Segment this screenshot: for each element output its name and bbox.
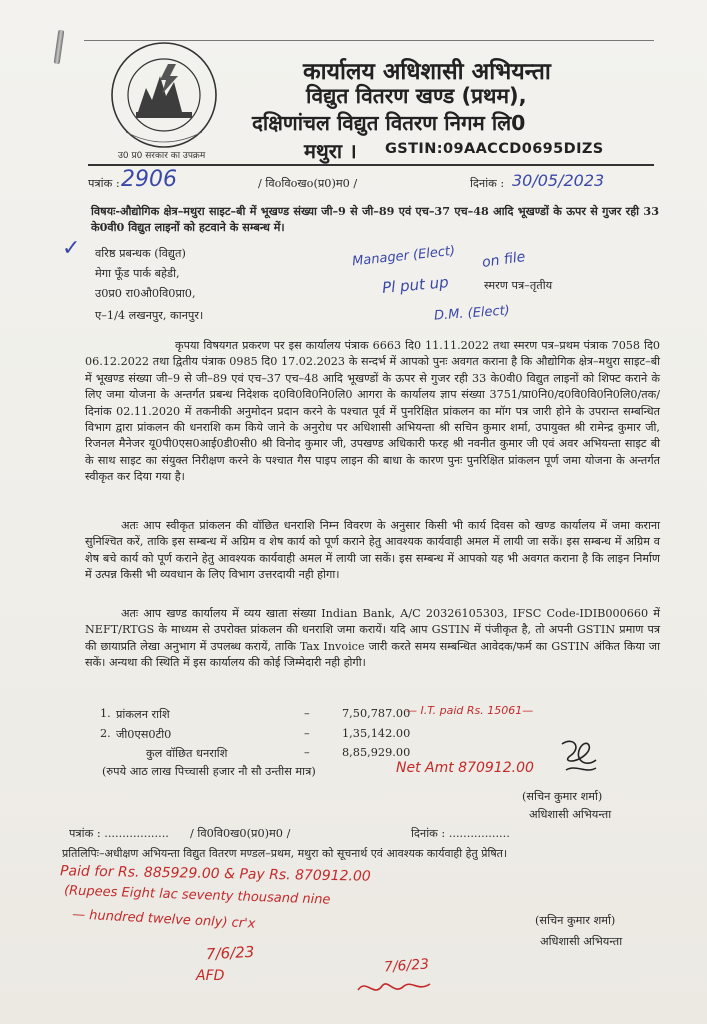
total-value: 8,85,929.00 — [342, 746, 411, 759]
recipient-line-4: ए–1/4 लखनपुर, कानपुर। — [95, 309, 204, 322]
pratilipi-text: प्रतिलिपिः–अधीक्षण अभियन्ता विद्युत वितरण मण्डल–प्रथम, मथुरा को सूचनार्थ एवं आवश्यक कार्यवाही हेतु प्रेषित। — [62, 847, 508, 860]
tick-mark-icon: ✓ — [62, 236, 81, 261]
amount-row-2-label: जी0एस0टी0 — [116, 728, 172, 741]
handwritten-red-line-3: — hundred twelve only) cr'x — [71, 907, 256, 932]
logo-emblem-icon — [106, 40, 222, 156]
amount-row-2-value: 1,35,142.00 — [342, 727, 411, 740]
amount-row-2-num: 2. — [100, 727, 111, 740]
subject-label: विषयः- — [91, 204, 120, 218]
handwritten-note-onfile: on file — [481, 249, 527, 271]
city-name: मथुरा । — [304, 139, 357, 163]
reminder-label: स्मरण पत्र–तृतीय — [484, 279, 553, 292]
body-paragraph-3: अतः आप खण्ड कार्यालय में व्यय खाता संख्या Indian Bank, A/C 20326105303, IFSC Code-IDIB000660 में NEFT/RTGS के माध्यम से उपरोक्त प्रांकलन की धनराशि जमा करायें। यदि आप GSTIN में पंजीकृत है, तो अपनी GSTIN प्रमाण पत्र की छायाप्रति लेखा अनुभाग में उपलब्ध करायें, ताकि Tax Invoice जारी करते समय सम्बन्धित आवेदक/फर्म का GSTIN अंकित किया जा सकें। अन्यथा की स्थिति में इस कार्यालय की कोई जिम्मेदारी नही होगी। — [85, 607, 660, 670]
copy-office-code: / वि0वि0ख0(प्र0)म0 / — [190, 827, 291, 840]
handwritten-red-line-1: Paid for Rs. 885929.00 & Pay Rs. 870912.00 — [59, 863, 371, 885]
header-divider-bottom — [88, 164, 654, 166]
handwritten-note-putup: Pl put up — [381, 273, 450, 297]
logo-caption: उ0 प्र0 सरकार का उपक्रम — [118, 151, 206, 161]
total-dash: – — [304, 746, 310, 759]
handwritten-note-manager: Manager (Elect) — [351, 243, 456, 270]
recipient-line-2: मेगा फूँड पार्क बहेडी, — [95, 267, 180, 280]
amount-row-1-label: प्रांकलन राशि — [116, 708, 170, 721]
office-code: / विoविoखo(प्र0)म0 / — [258, 177, 358, 190]
dinank-label: दिनांक : — [470, 177, 505, 190]
patrank-value: 2906 — [121, 167, 177, 192]
signatory-designation: अधिशासी अभियन्ता — [529, 808, 612, 821]
copy-dinank-label: दिनांक : ................. — [411, 827, 510, 840]
body-paragraph-2: अतः आप स्वीकृत प्रांकलन की वॉछित धनराशि निम्न विवरण के अनुसार किसी भी कार्य दिवस को खण्ड कार्यालय में जमा कराना सुनिश्चित करें, ताकि इस सम्बन्ध में अग्रिम व शेष कार्य को पूर्ण कराने हेतु आवश्यक कार्यवाही अमल में लायी जा सकें। इस सम्बन्ध में अग्रिम व शेष बचे कार्य को पूर्ण कराने हेतु आवश्यक कार्यवाही अमल में लायी जा सकें। इस सम्बन्ध में आपको यह भी अवगत कराना है कि लाइन निर्माण में उत्पन्न किसी भी व्यवधान के लिए विभाग उत्तरदायी नही होगा। — [85, 519, 660, 582]
body-paragraph-1: कृपया विषयगत प्रकरण पर इस कार्यालय पंत्राक 6663 दि0 11.11.2022 तथा स्मरण पत्र–प्रथम पंत्राक 7058 दि0 06.12.2022 तथा द्वितीय पंत्राक 0985 दि0 17.02.2023 के सन्दर्भ में आपको पुनः अवगत कराना है कि औद्योगिक क्षेत्र–मथुरा साइट–बी में भूखण्ड संख्या जी–9 से जी–89 एवं एच–37 एच–48 आदि भूखण्डों के ऊपर से गुजर रही 33 के0वी0 विद्युत लाइनों को शिफ्ट कराने के लिए जमा योजना के अन्तर्गत प्रबन्ध निदेशक द0वि0वि0नि0लि0 आगरा के कार्यालय ज्ञाप संख्या 3751/प्रा0नि0/द0वि0वि0नि0लि0/तक/ दिनांक 02.11.2020 में तकनीकी अनुमोदन प्रदान करने के पश्चात पूर्व में पुनरिक्षित प्रांकलन का मॉग पत्र जारी होने के उपरान्त सम्बन्धित विभाग द्वारा प्रांकलन की धनराशि कम किये जाने के अनुरोध पर अधिशासी अभियन्ता श्री सचिन कुमार शर्मा, उपायुक्त श्री रामेन्द्र कुमार जी, रिजनल मैनेजर यू0पी0एस0आई0डी0सी0 श्री विनोद कुमार जी, उपखण्ड अधिकारी फरह श्री नवनीत कुमार जी एवं अवर अभियन्ता साइट बी के साथ साइट का संयुक्त निरीक्षण करने के पश्चात गैस पाइप लाइन की बाधा के कारण पुनः पुनरिक्षित प्रांकलन पूर्ण जमा योजना के अन्तर्गत स्वीकृत कर दिया गया है। — [85, 339, 660, 484]
subject-text: औद्योगिक क्षेत्र–मथुरा साइट–बी में भूखण्ड संख्या जी–9 से जी–89 एवं एच–37 एच–48 आदि भूखण्डों के ऊपर से गुजर रही 33 के0वी0 विद्युत लाइनों को हटवाने के सम्बन्ध में। — [91, 204, 659, 235]
copy-signatory-designation: अधिशासी अभियन्ता — [540, 935, 623, 948]
dinank-value: 30/05/2023 — [512, 171, 605, 190]
handwritten-red-line-2: (Rupees Eight lac seventy thousand nine — [63, 883, 331, 908]
company-logo — [106, 40, 222, 156]
handwritten-sig-date-1: 7/6/23 — [205, 942, 255, 964]
patrank-label: पत्रांक : — [88, 177, 120, 190]
amount-row-1-value: 7,50,787.00 — [342, 707, 411, 720]
office-title: कार्यालय अधिशासी अभियन्ता — [303, 59, 551, 85]
signatory-name: (सचिन कुमार शर्मा) — [522, 790, 603, 803]
handwritten-note-dm: D.M. (Elect) — [433, 303, 511, 324]
handwritten-amount-note: — I.T. paid Rs. 15061— — [406, 704, 534, 717]
copy-patrank-label: पत्रांक : .................. — [69, 827, 169, 840]
binder-clip — [54, 30, 65, 65]
division-name: विद्युत वितरण खण्ड (प्रथम), — [306, 84, 527, 108]
subject-block — [91, 203, 659, 236]
company-name: दक्षिणांचल विद्युत वितरण निगम लि0 — [252, 111, 526, 135]
handwritten-net-amount: Net Amt 870912.00 — [396, 760, 534, 776]
amount-in-words: (रुपये आठ लाख पिच्चासी हजार नौ सौ उन्तीस मात्र) — [102, 765, 316, 778]
handwritten-sig-date-2: 7/6/23 — [383, 956, 430, 976]
recipient-line-1: वरिष्ठ प्रबन्धक (विद्युत) — [95, 247, 186, 260]
gstin-number: GSTIN:09AACCD0695DIZS — [385, 141, 604, 157]
initials-scribble-icon — [354, 972, 434, 1002]
recipient-line-3: उ0प्र0 रा0औ0वि0प्रा0, — [95, 287, 196, 300]
header-divider — [84, 40, 654, 41]
copy-signatory-name: (सचिन कुमार शर्मा) — [535, 914, 616, 927]
signature-icon — [556, 734, 602, 784]
handwritten-sig-marks: AFD — [196, 968, 225, 984]
amount-row-1-num: 1. — [100, 707, 111, 720]
amount-row-1-dash: – — [304, 707, 310, 720]
total-label: कुल वॉछित धनराशि — [146, 747, 228, 760]
amount-row-2-dash: – — [304, 727, 310, 740]
